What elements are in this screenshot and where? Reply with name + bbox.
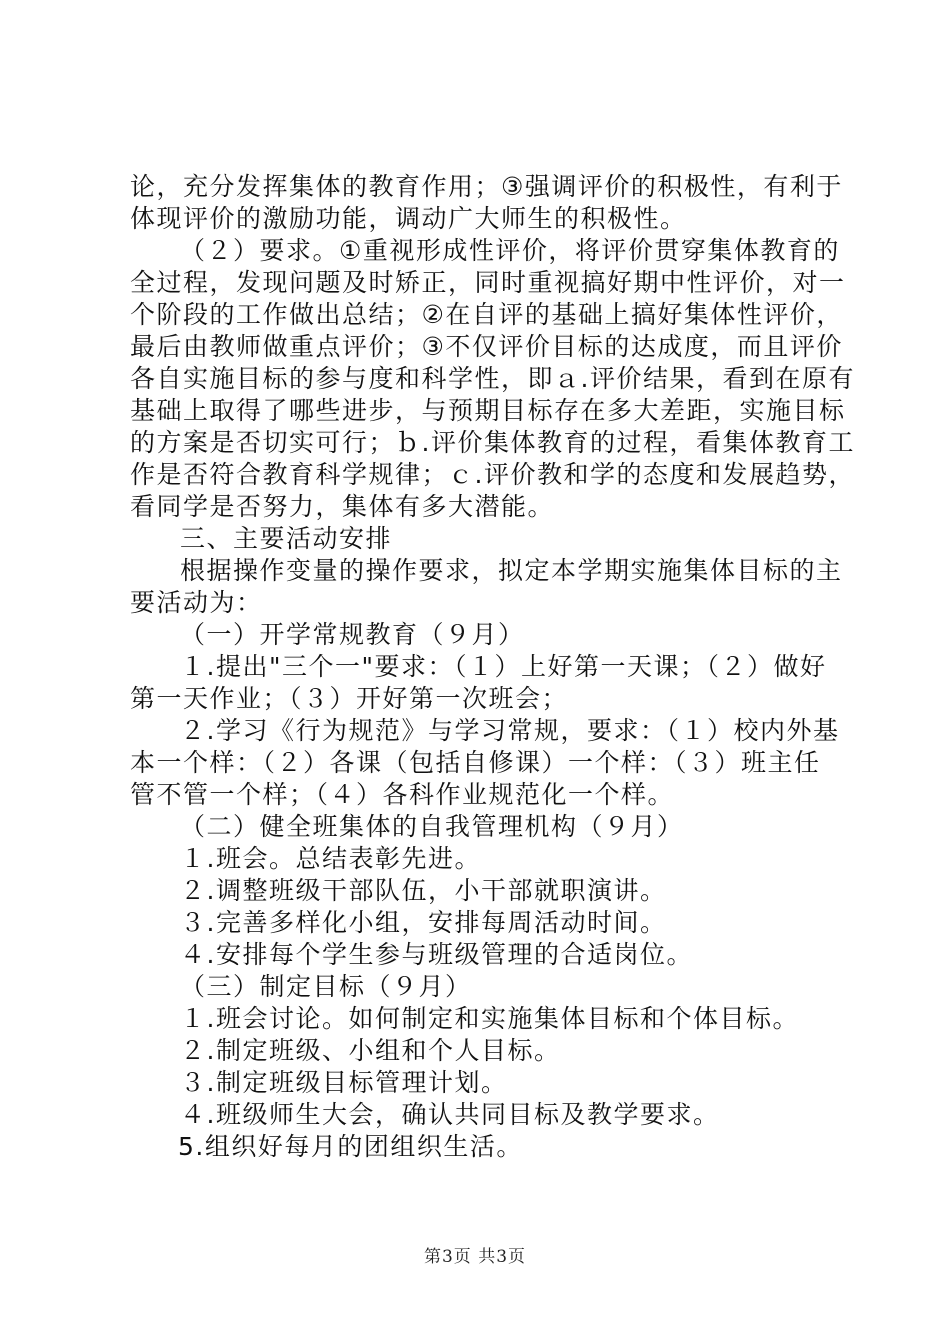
list-item: ４.安排每个学生参与班级管理的合适岗位。: [180, 940, 693, 969]
text-line: 最后由教师做重点评价；③不仅评价目标的达成度，而且评价: [130, 332, 843, 361]
text-line: 管不管一个样；（４）各科作业规范化一个样。: [130, 780, 675, 809]
text-line: 看同学是否努力，集体有多大潜能。: [130, 492, 555, 521]
text-line: 要活动为：: [130, 588, 263, 617]
subsection-heading: （三）制定目标（９月）: [180, 972, 472, 1001]
section-heading: 三、主要活动安排: [180, 524, 393, 553]
text-line: 个阶段的工作做出总结；②在自评的基础上搞好集体性评价，: [130, 300, 843, 329]
text-line: 基础上取得了哪些进步，与预期目标存在多大差距，实施目标: [130, 396, 846, 425]
text-line: 根据操作变量的操作要求，拟定本学期实施集体目标的主: [180, 556, 843, 585]
list-item: ３.制定班级目标管理计划。: [180, 1068, 508, 1097]
text-line: 体现评价的激励功能，调动广大师生的积极性。: [130, 204, 687, 233]
text-line: 第一天作业；（３）开好第一次班会；: [130, 684, 569, 713]
text-line: 本一个样：（２）各课（包括自修课）一个样：（３）班主任: [130, 748, 821, 777]
list-item: ４.班级师生大会，确认共同目标及教学要求。: [180, 1100, 720, 1129]
text-line: ２.学习《行为规范》与学习常规，要求：（１）校内外基: [180, 716, 840, 745]
list-item: ３.完善多样化小组，安排每周活动时间。: [180, 908, 667, 937]
list-item: １.班会讨论。如何制定和实施集体目标和个体目标。: [180, 1004, 799, 1033]
text-line: 全过程，发现问题及时矫正，同时重视搞好期中性评价，对一: [130, 268, 846, 297]
subsection-heading: （一）开学常规教育（９月）: [180, 620, 525, 649]
list-item: ２.制定班级、小组和个人目标。: [180, 1036, 561, 1065]
list-item: １.班会。总结表彰先进。: [180, 844, 481, 873]
text-line: １.提出"三个一"要求：（１）上好第一天课；（２）做好: [180, 652, 827, 681]
text-line: 论，充分发挥集体的教育作用；③强调评价的积极性，有利于: [130, 172, 843, 201]
page-footer: 第3页 共3页: [423, 1247, 527, 1267]
text-line: （２）要求。①重视形成性评价，将评价贯穿集体教育的: [180, 236, 840, 265]
list-item: 5.组织好每月的团组织生活。: [178, 1132, 523, 1161]
text-line: 作是否符合教育科学规律；ｃ.评价教和学的态度和发展趋势，: [130, 460, 855, 489]
subsection-heading: （二）健全班集体的自我管理机构（９月）: [180, 812, 684, 841]
text-line: 的方案是否切实可行；ｂ.评价集体教育的过程，看集体教育工: [130, 428, 855, 457]
text-line: 各自实施目标的参与度和科学性，即ａ.评价结果，看到在原有: [130, 364, 855, 393]
list-item: ２.调整班级干部队伍，小干部就职演讲。: [180, 876, 667, 905]
